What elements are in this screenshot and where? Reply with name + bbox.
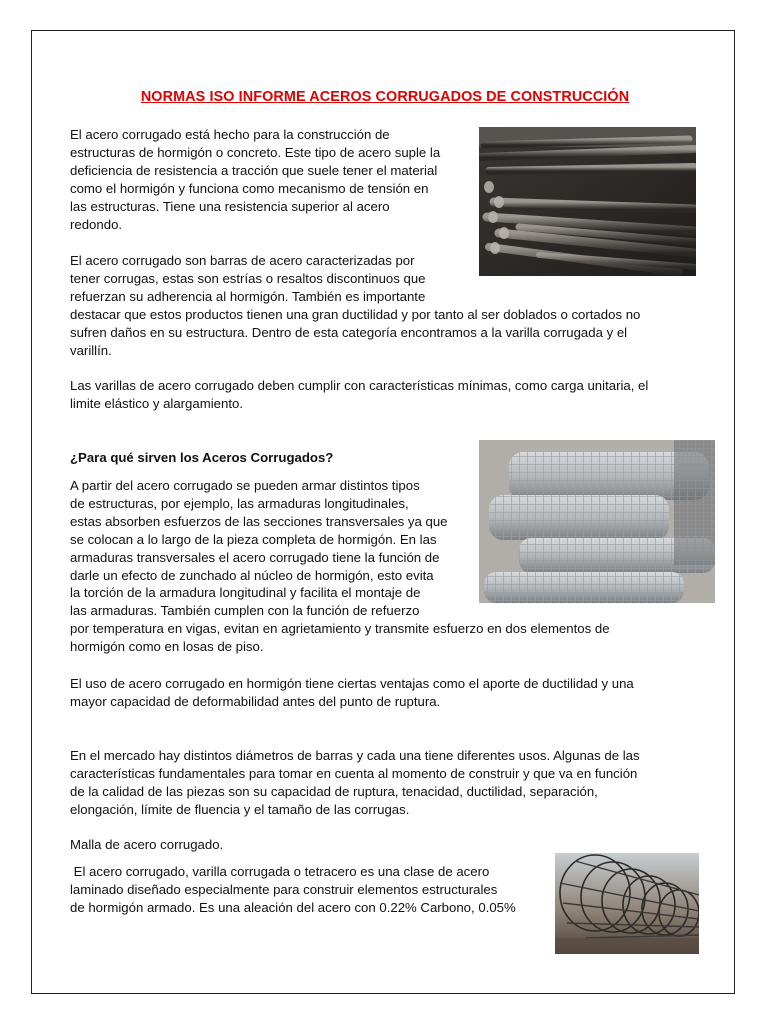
text-line: mayor capacidad de deformabilidad antes del punto de ruptura. bbox=[70, 693, 441, 709]
text-line: hormigón como en losas de piso. bbox=[70, 639, 264, 655]
paragraph-alloy bbox=[70, 863, 516, 917]
text-line: estructuras de hormigón o concreto. Este tipo de acero suple la bbox=[70, 144, 441, 160]
text-line: varillín. bbox=[70, 342, 112, 358]
text-line: El acero corrugado son barras de acero caracterizadas por bbox=[70, 253, 415, 268]
text-line: El acero corrugado, varilla corrugada o tetracero es una clase de acero bbox=[70, 864, 490, 879]
text-line: deficiencia de resistencia a tracción que suele tener el material bbox=[70, 162, 438, 178]
rebar-cage-photo bbox=[555, 853, 699, 954]
text-line: refuerzan su adherencia al hormigón. También es importante bbox=[70, 288, 426, 304]
text-line: de hormigón armado. Es una aleación del acero con 0.22% Carbono, 0.05% bbox=[70, 899, 516, 915]
text-line: El uso de acero corrugado en hormigón tiene ciertas ventajas como el aporte de ductilidad y una bbox=[70, 676, 634, 691]
text-line: estas absorben esfuerzos de las secciones transversales ya que bbox=[70, 513, 448, 529]
text-line: de la calidad de las piezas son su capacidad de ruptura, tenacidad, ductilidad, separación, bbox=[70, 783, 598, 799]
text-line: A partir del acero corrugado se pueden armar distintos tipos bbox=[70, 478, 420, 493]
paragraph-requirements bbox=[70, 377, 648, 413]
paragraph-intro bbox=[70, 126, 440, 233]
text-line: darle un efecto de zunchado al núcleo de hormigón, esto evita bbox=[70, 567, 434, 583]
wire-mesh-rolls-photo bbox=[479, 440, 715, 603]
text-line: El acero corrugado está hecho para la construcción de bbox=[70, 127, 390, 142]
paragraph-market bbox=[70, 747, 640, 819]
text-line: armaduras transversales el acero corrugado tiene la función de bbox=[70, 549, 440, 565]
text-line: En el mercado hay distintos diámetros de barras y cada una tiene diferentes usos. Algunas de las bbox=[70, 748, 640, 763]
text-line: sufren daños en su estructura. Dentro de esta categoría encontramos a la varilla corrugada y el bbox=[70, 324, 628, 340]
text-line: limite elástico y alargamiento. bbox=[70, 395, 243, 411]
text-line: destacar que estos productos tienen una gran ductilidad y por tanto al ser doblados o cortados no bbox=[70, 306, 641, 322]
text-line: la torción de la armadura longitudinal y facilita el montaje de bbox=[70, 585, 421, 601]
text-line: las armaduras. También cumplen con la función de refuerzo bbox=[70, 603, 420, 619]
subheading-mesh: Malla de acero corrugado. bbox=[70, 837, 224, 852]
paragraph-advantages bbox=[70, 675, 634, 711]
text-line: características fundamentales para tomar en cuenta al momento de construir y que va en función bbox=[70, 765, 638, 781]
text-line: Las varillas de acero corrugado deben cumplir con características mínimas, como carga unitaria, el bbox=[70, 378, 649, 393]
text-line: elongación, límite de fluencia y el tamaño de las corrugas. bbox=[70, 801, 410, 817]
text-line: por temperatura en vigas, evitan en agrietamiento y transmite esfuerzo en dos elementos de bbox=[70, 621, 610, 637]
text-line: tener corrugas, estas son estrías o resaltos discontinuos que bbox=[70, 270, 426, 286]
text-line: de estructuras, por ejemplo, las armaduras longitudinales, bbox=[70, 495, 409, 511]
text-line: laminado diseñado especialmente para construir elementos estructurales bbox=[70, 881, 498, 897]
text-line: se colocan a lo largo de la pieza completa de hormigón. En las bbox=[70, 531, 437, 547]
section-heading-uses: ¿Para qué sirven los Aceros Corrugados? bbox=[70, 450, 334, 465]
text-line: las estructuras. Tiene una resistencia superior al acero bbox=[70, 198, 390, 214]
document-title: NORMAS ISO INFORME ACEROS CORRUGADOS DE CONSTRUCCIÓN bbox=[140, 89, 630, 105]
rebar-bundle-photo bbox=[479, 127, 696, 276]
text-line: redondo. bbox=[70, 216, 123, 232]
text-line: como el hormigón y funciona como mecanismo de tensión en bbox=[70, 180, 429, 196]
